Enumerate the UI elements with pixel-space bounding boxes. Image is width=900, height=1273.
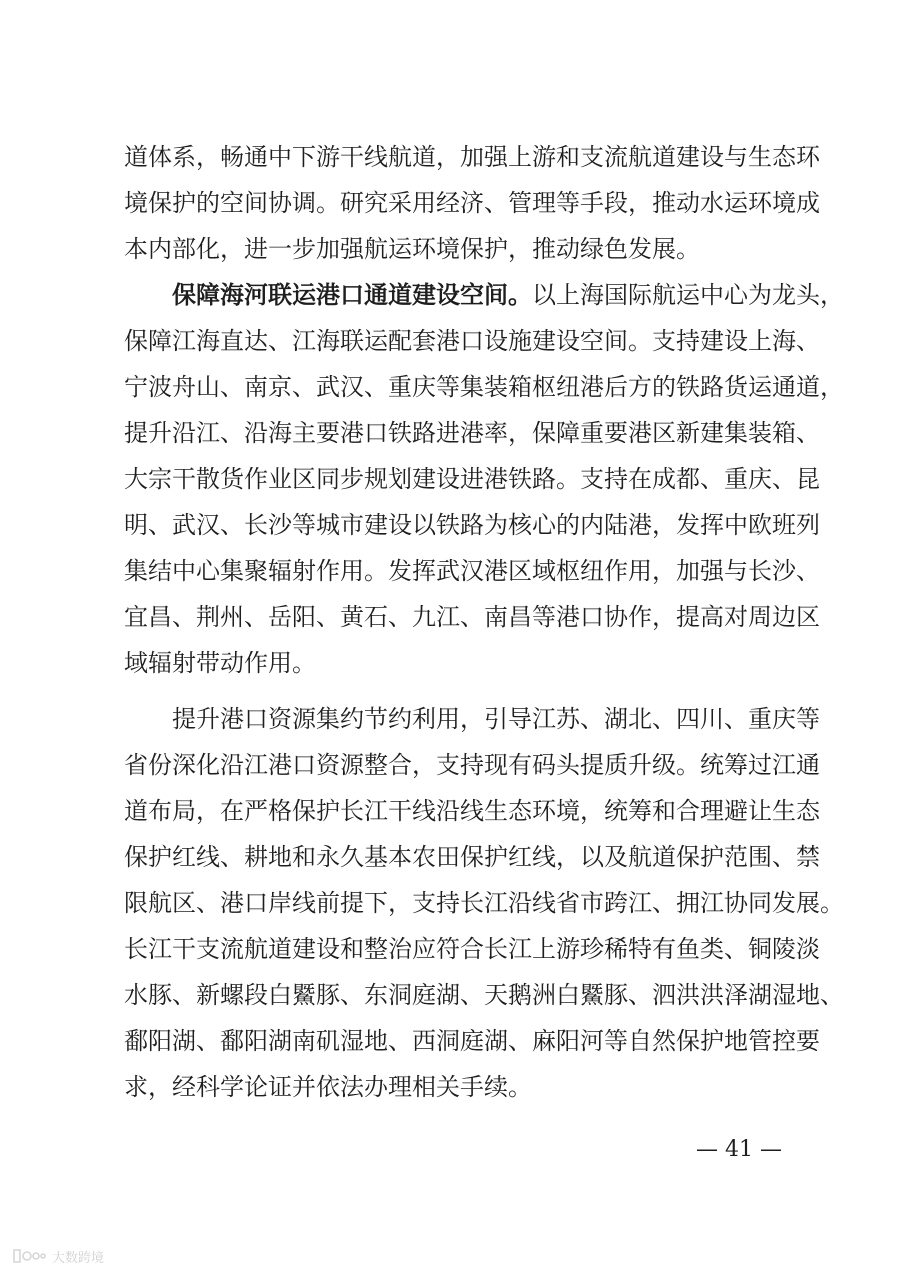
paragraph-2-heading: 保障海河联运港口通道建设空间。 xyxy=(172,280,532,309)
paragraph-2-line-2: 保障江海直达、江海联运配套港口设施建设空间。支持建设上海、 xyxy=(124,327,820,355)
paragraph-3-line-6: 长江干支流航道建设和整治应符合长江上游珍稀特有鱼类、铜陵淡 xyxy=(124,935,820,963)
paragraph-3-line-9: 求，经科学论证并依法办理相关手续。 xyxy=(124,1073,532,1101)
watermark xyxy=(10,1244,104,1268)
paragraph-2-line-3: 宁波舟山、南京、武汉、重庆等集装箱枢纽港后方的铁路货运通道， xyxy=(124,373,844,401)
paragraph-3-line-1: 提升港口资源集约节约利用，引导江苏、湖北、四川、重庆等 xyxy=(172,705,820,733)
paragraph-1-line-3: 本内部化，进一步加强航运环境保护，推动绿色发展。 xyxy=(124,235,700,263)
paragraph-2-line-6: 明、武汉、长沙等城市建设以铁路为核心的内陆港，发挥中欧班列 xyxy=(124,511,820,539)
paragraph-3-line-3: 道布局，在严格保护长江干线沿线生态环境，统筹和合理避让生态 xyxy=(124,797,820,825)
page-number: — 41 — xyxy=(696,1137,782,1162)
paragraph-2-line-9: 域辐射带动作用。 xyxy=(124,649,316,677)
paragraph-2-line-7: 集结中心集聚辐射作用。发挥武汉港区域枢纽作用，加强与长沙、 xyxy=(124,557,820,585)
paragraph-2-line-4: 提升沿江、沿海主要港口铁路进港率，保障重要港区新建集装箱、 xyxy=(124,419,820,447)
watermark-text: 大数跨境 xyxy=(52,1250,105,1266)
paragraph-2-line-5: 大宗干散货作业区同步规划建设进港铁路。支持在成都、重庆、昆 xyxy=(124,465,820,493)
paragraph-3-line-4: 保护红线、耕地和永久基本农田保护红线，以及航道保护范围、禁 xyxy=(124,843,820,871)
paragraph-1-line-2: 境保护的空间协调。研究采用经济、管理等手段，推动水运环境成 xyxy=(124,189,820,217)
paragraph-3-line-5: 限航区、港口岸线前提下，支持长江沿线省市跨江、拥江协同发展。 xyxy=(124,889,844,917)
paragraph-2-first-line-rest: 以上海国际航运中心为龙头， xyxy=(532,281,844,309)
paragraph-3-line-8: 鄱阳湖、鄱阳湖南矶湿地、西洞庭湖、麻阳河等自然保护地管控要 xyxy=(124,1027,820,1055)
paragraph-3-line-7: 水豚、新螺段白鱀豚、东洞庭湖、天鹅洲白鱀豚、泗洪洪泽湖湿地、 xyxy=(124,981,844,1009)
paragraph-1-line-1: 道体系，畅通中下游干线航道，加强上游和支流航道建设与生态环 xyxy=(124,143,820,171)
paragraph-2-line-1 xyxy=(172,274,844,316)
paragraph-2-line-8: 宜昌、荆州、岳阳、黄石、九江、南昌等港口协作，提高对周边区 xyxy=(124,603,820,631)
logo-icon xyxy=(10,1246,48,1266)
paragraph-3-line-2: 省份深化沿江港口资源整合，支持现有码头提质升级。统筹过江通 xyxy=(124,751,820,779)
